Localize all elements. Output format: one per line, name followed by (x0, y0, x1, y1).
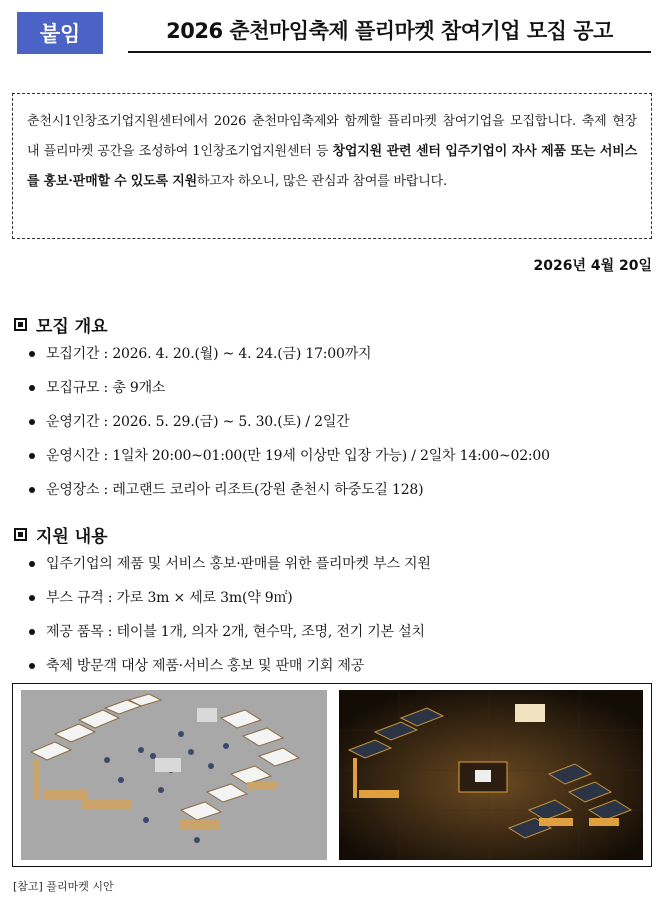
support-list (26, 554, 431, 690)
square-bullet-icon (14, 318, 27, 331)
list-item: 운영기간 : 2026. 5. 29.(금) ~ 5. 30.(토) / 2일간 (26, 412, 550, 446)
list-item: 부스 규격 : 가로 3m × 세로 3m(약 9㎡) (26, 588, 431, 622)
square-bullet-icon (14, 528, 27, 541)
list-item: 운영시간 : 1일차 20:00~01:00(만 19세 이상만 입장 가능) / 2일차 14:00~02:00 (26, 446, 550, 480)
notice-box (12, 93, 652, 239)
flea-market-day-image (21, 690, 327, 860)
section-heading-support-text: 지원 내용 (36, 527, 108, 547)
list-item: 모집기간 : 2026. 4. 20.(월) ~ 4. 24.(금) 17:00까지 (26, 344, 550, 378)
section-heading-support (14, 522, 108, 547)
overview-list (26, 344, 550, 514)
list-item: 입주기업의 제품 및 서비스 홍보·판매를 위한 플리마켓 부스 지원 (26, 554, 431, 588)
notice-text-1: 춘천시1인창조기업지원센터에서 2026 춘천마임축제와 함께할 플리마켓 참여기업을 모집합니다. 축제 현장 내 플리마켓 공간을 조성하여 1인창조기업지원센터 등 (27, 114, 637, 159)
notice-date: 2026년 4월 20일 (533, 258, 652, 274)
flea-market-night-image (339, 690, 643, 860)
notice-text-2: 하고자 하오니, 많은 관심과 참여를 바랍니다. (196, 174, 447, 189)
title-box (128, 13, 651, 53)
list-item: 제공 품목 : 테이블 1개, 의자 2개, 현수막, 조명, 전기 기본 설치 (26, 622, 431, 656)
image-caption: [참고] 플리마켓 시안 (13, 880, 114, 893)
page-title: 2026 춘천마임축제 플리마켓 참여기업 모집 공고 (166, 19, 613, 43)
image-frame (12, 683, 652, 867)
notice-paragraph (27, 107, 637, 197)
notice-text-bold: 창업지원 관련 센터 입주기업이 자사 제품 또는 서비스를 홍보·판매할 수 있도록 지원 (27, 144, 637, 189)
list-item: 모집규모 : 총 9개소 (26, 378, 550, 412)
list-item: 운영장소 : 레고랜드 코리아 리조트(강원 춘천시 하중도길 128) (26, 480, 550, 514)
list-item: 축제 방문객 대상 제품·서비스 홍보 및 판매 기회 제공 (26, 656, 431, 690)
section-heading-overview (14, 312, 108, 337)
section-heading-overview-text: 모집 개요 (36, 317, 108, 337)
attachment-badge: 붙임 (17, 12, 103, 54)
